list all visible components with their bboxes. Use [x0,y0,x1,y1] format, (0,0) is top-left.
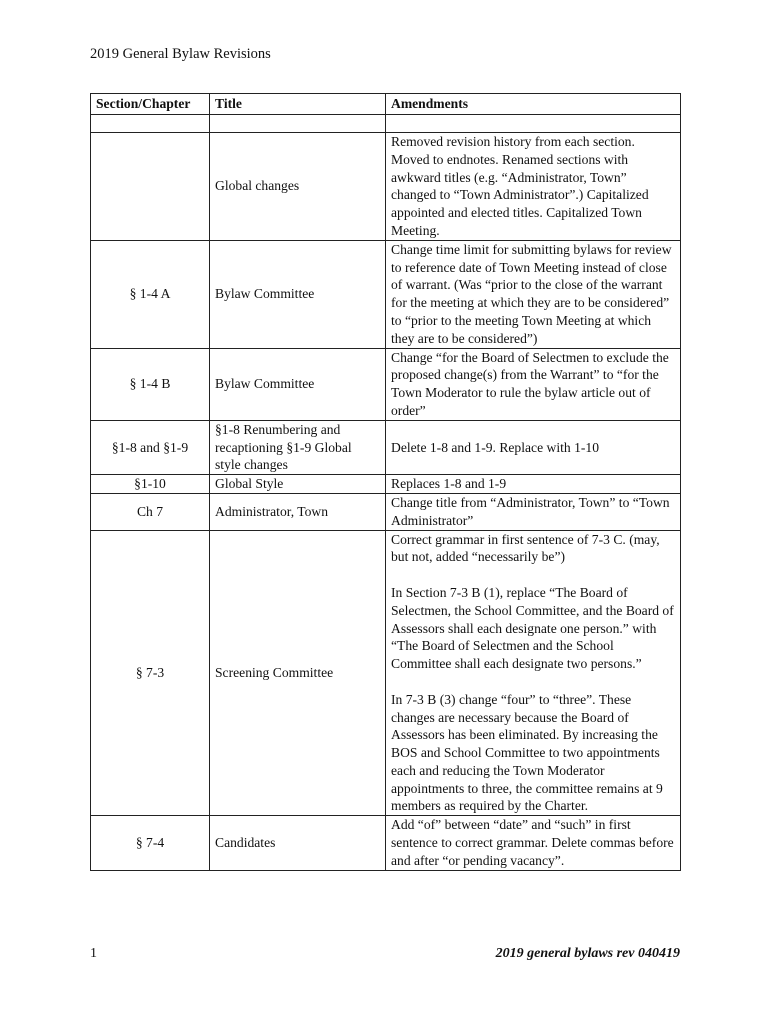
table-row [91,493,681,530]
amendments-cell: Change “for the Board of Selectmen to exclude the proposed change(s) from the Warrant” to “for the Town Moderator to rule the bylaw article out of order” [386,348,681,420]
section-cell: Ch 7 [91,493,210,530]
table-row [91,420,681,474]
title-cell: Global Style [210,475,386,494]
title-cell: Candidates [210,816,386,870]
section-cell [91,133,210,241]
amendments-cell: Change time limit for submitting bylaws for review to reference date of Town Meeting instead of close of warrant. (Was “prior to the close of the warrant for the meeting at which they are to be considered” to “prior to the meeting Town Meeting at which they are to be considered”) [386,240,681,348]
page-footer [90,946,680,962]
document-title: 2019 General Bylaw Revisions [90,46,271,62]
table-row [91,475,681,494]
amendments-cell: Change title from “Administrator, Town” to “Town Administrator” [386,493,681,530]
title-cell: §1-8 Renumbering and recaptioning §1-9 Global style changes [210,420,386,474]
section-cell: §1-8 and §1-9 [91,420,210,474]
title-cell: Global changes [210,133,386,241]
title-cell: Bylaw Committee [210,348,386,420]
amendments-cell: Delete 1-8 and 1-9. Replace with 1-10 [386,420,681,474]
amendments-cell: Correct grammar in first sentence of 7-3 C. (may, but not, added “necessarily be”) In Section 7-3 B (1), replace “The Board of Selectmen, the School Committee, and the Board of Assessors shall each designate one person.” with “The Board of Selectmen and the School Committee shall each designate two persons.” In 7-3 B (3) change “four” to “three”. These changes are necessary because the Board of Assessors has been eliminated. By increasing the BOS and School Committee to two appointments each and reducing the Town Moderator appointments to three, the committee remains at 9 members as required by the Charter. [386,530,681,816]
section-cell: § 1-4 A [91,240,210,348]
amendments-cell: Replaces 1-8 and 1-9 [386,475,681,494]
section-cell: § 7-3 [91,530,210,816]
title-cell: Bylaw Committee [210,240,386,348]
title-cell: Screening Committee [210,530,386,816]
table-row [91,133,681,241]
section-cell: §1-10 [91,475,210,494]
table-row [91,348,681,420]
spacer-row [91,115,681,133]
table-row [91,240,681,348]
amendments-cell: Add “of” between “date” and “such” in first sentence to correct grammar. Delete commas before and after “or pending vacancy”. [386,816,681,870]
section-cell: § 7-4 [91,816,210,870]
revisions-table [90,93,681,871]
column-header: Title [210,94,386,115]
table-row [91,816,681,870]
revision-label: 2019 general bylaws rev 040419 [495,946,680,961]
column-header: Amendments [386,94,681,115]
page-number: 1 [90,946,97,961]
table-header-row [91,94,681,115]
amendments-cell: Removed revision history from each section. Moved to endnotes. Renamed sections with awkward titles (e.g. “Administrator, Town” changed to “Town Administrator”.) Capitalized appointed and elected titles. Capitalized Town Meeting. [386,133,681,241]
table-row [91,530,681,816]
column-header: Section/Chapter [91,94,210,115]
title-cell: Administrator, Town [210,493,386,530]
section-cell: § 1-4 B [91,348,210,420]
